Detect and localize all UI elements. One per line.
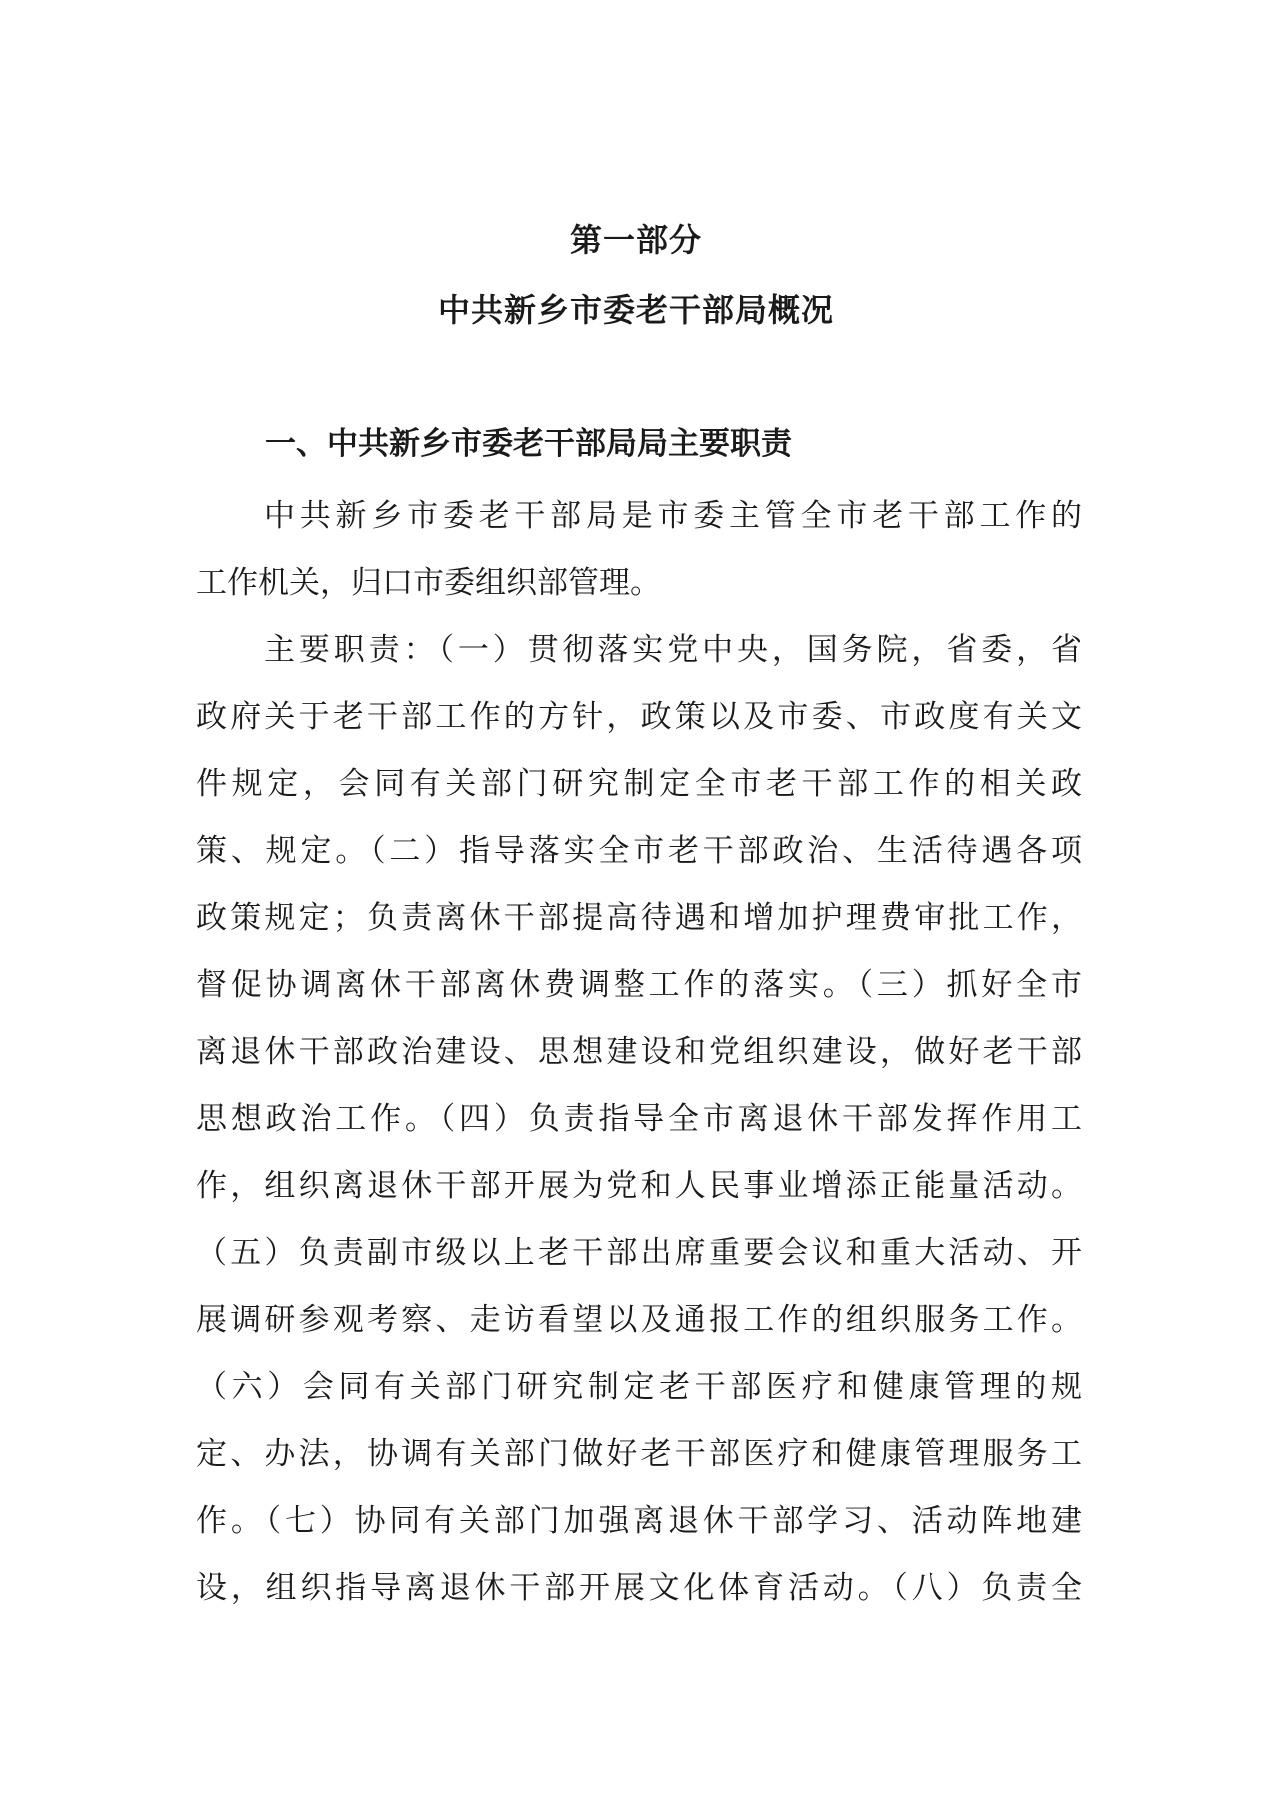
- paragraph-line: 作。（七）协同有关部门加强离退休干部学习、活动阵地建: [196, 1503, 1082, 1539]
- paragraph-line: 策、规定。（二）指导落实全市老干部政治、生活待遇各项: [196, 833, 1082, 869]
- part-title: 第一部分: [569, 221, 702, 259]
- paragraph-line: （五）负责副市级以上老干部出席重要会议和重大活动、开: [196, 1235, 1082, 1271]
- paragraph-line: 督促协调离休干部离休费调整工作的落实。（三）抓好全市: [196, 967, 1082, 1003]
- paragraph-line: 主要职责：（一）贯彻落实党中央，国务院，省委，省: [264, 632, 1082, 668]
- paragraph-line: 政府关于老干部工作的方针，政策以及市委、市政度有关文: [196, 699, 1082, 735]
- paragraph-line: 政策规定；负责离休干部提高待遇和增加护理费审批工作，: [196, 900, 1082, 936]
- paragraph-line: 作，组织离退休干部开展为党和人民事业增添正能量活动。: [196, 1168, 1082, 1204]
- paragraph-line: 中共新乡市委老干部局是市委主管全市老干部工作的: [264, 498, 1082, 534]
- paragraph-line: 思想政治工作。（四）负责指导全市离退休干部发挥作用工: [196, 1101, 1082, 1137]
- section-title: 一、中共新乡市委老干部局局主要职责: [265, 426, 792, 462]
- paragraph-line: 设，组织指导离退休干部开展文化体育活动。（八）负责全: [196, 1570, 1082, 1606]
- paragraph-line: 展调研参观考察、走访看望以及通报工作的组织服务工作。: [196, 1302, 1082, 1338]
- paragraph-line: 定、办法，协调有关部门做好老干部医疗和健康管理服务工: [196, 1436, 1082, 1472]
- paragraph-line: （六）会同有关部门研究制定老干部医疗和健康管理的规: [196, 1369, 1082, 1405]
- paragraph-line: 离退休干部政治建设、思想建设和党组织建设，做好老干部: [196, 1034, 1082, 1070]
- paragraph-line: 工作机关，归口市委组织部管理。: [196, 565, 661, 601]
- paragraph-line: 件规定，会同有关部门研究制定全市老干部工作的相关政: [196, 766, 1082, 802]
- organization-title: 中共新乡市委老干部局概况: [437, 291, 834, 329]
